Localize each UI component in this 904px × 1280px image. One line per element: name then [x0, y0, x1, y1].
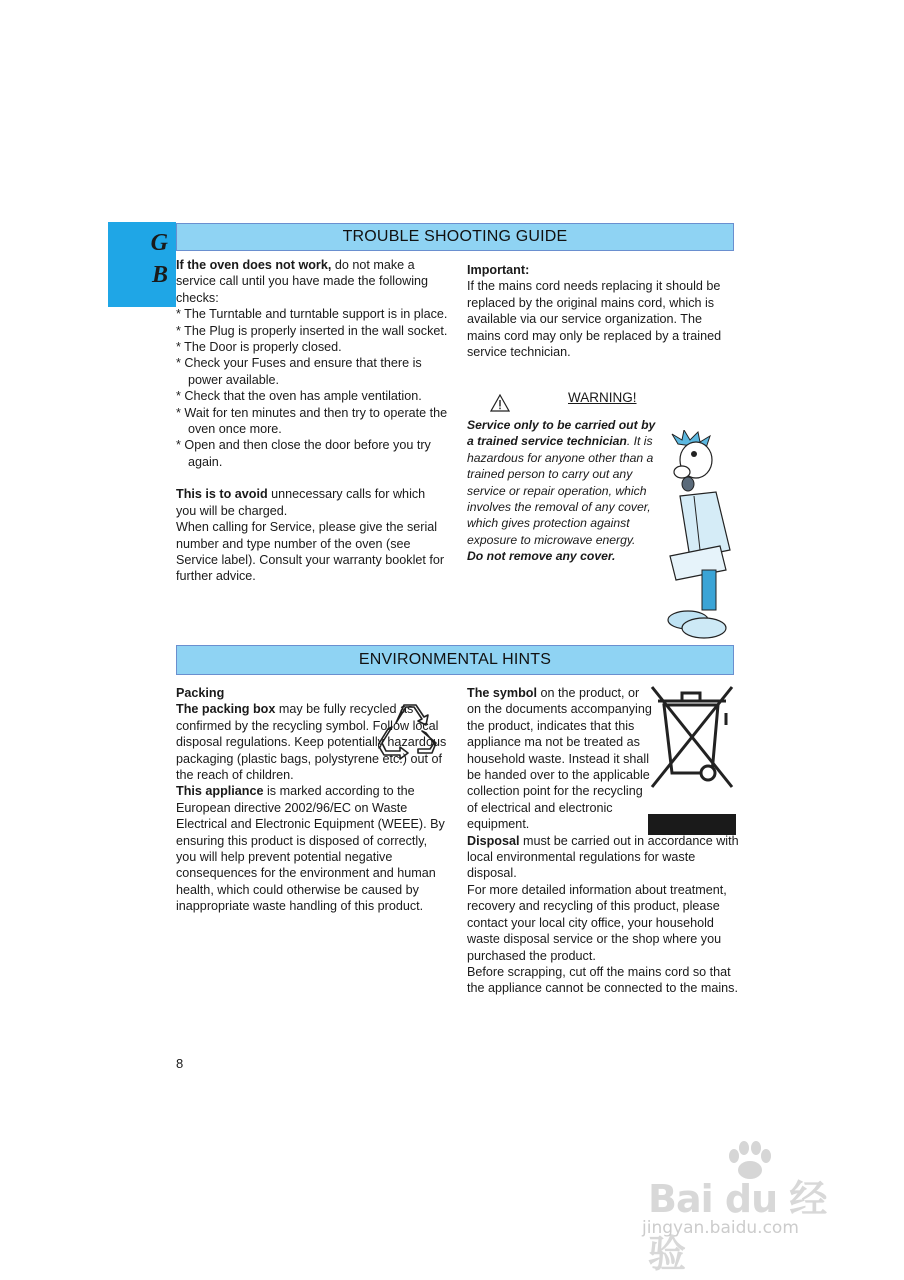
- check-item: * The Door is properly closed.: [176, 340, 342, 355]
- warning-title: WARNING!: [568, 390, 637, 405]
- important-column: [467, 262, 735, 360]
- packing-column: [176, 685, 448, 915]
- technician-illustration: [660, 430, 738, 642]
- troubleshooting-column: [176, 257, 448, 585]
- page-number: 8: [176, 1056, 184, 1071]
- important-text: If the mains cord needs replacing it should be replaced by the original mains cord, which is available via our service organization. The mains cord may only be replaced by a trained service technician.: [467, 279, 722, 360]
- appliance-text: This appliance is marked according to the European directive 2002/96/EC on Waste Electrical and Electronic Equipment (WEEE). By ensuring this product is disposed of correctly, you will help prevent potential negative consequences for the environment and human health, which could otherwise be caused by inappropriate waste handling of this product.: [176, 784, 445, 914]
- watermark-url: jingyan.baidu.com: [642, 1218, 799, 1238]
- environmental-header: [176, 645, 734, 675]
- symbol-text: The symbol on the product, or on the documents accompanying the product, indicates that this appliance ma not be treated as household waste. Instead it shall be handed over to the applicable collection point for the recycling of electrical and electronic equipment.: [467, 686, 652, 832]
- environmental-title: ENVIRONMENTAL HINTS: [358, 651, 552, 668]
- language-letter-g: G: [150, 230, 168, 256]
- check-item: * The Turntable and turntable support is in place.: [176, 307, 448, 322]
- important-heading: Important:: [467, 263, 530, 277]
- check-item: * Open and then close the door before you try again.: [176, 438, 431, 469]
- check-item: * Check your Fuses and ensure that there is power available.: [176, 356, 422, 387]
- check-item: * The Plug is properly inserted in the wall socket.: [176, 323, 448, 338]
- troubleshooting-title: TROUBLE SHOOTING GUIDE: [342, 228, 568, 245]
- avoid-note: This is to avoid unnecessary calls for which you will be charged.: [176, 487, 426, 518]
- packing-box-text: The packing box may be fully recycled as confirmed by the recycling symbol. Follow local disposal regulations. Keep potentially hazardous packaging (plastic bags, polystyrene etc.) out of the reach of children.: [176, 702, 447, 783]
- check-item: * Wait for ten minutes and then try to operate the oven once more.: [176, 405, 448, 437]
- packing-heading: Packing: [176, 686, 225, 700]
- language-tab: [108, 222, 176, 307]
- check-item: * Check that the oven has ample ventilation.: [176, 389, 422, 404]
- warning-text: Service only to be carried out by a trained service technician. It is hazardous for anyone other than a trained person to carry out any service or repair operation, which involves the removal of any cover, which gives protection against exposure to microwave energy. Do not remove any cover.: [467, 417, 659, 565]
- info-text: For more detailed information about treatment, recovery and recycling of this product, please contact your local city office, your household waste disposal service or the shop where you purchased the product.: [467, 882, 727, 963]
- scrap-text: Before scrapping, cut off the mains cord so that the appliance cannot be connected to the mains.: [467, 964, 738, 996]
- warning-closing: Do not remove any cover.: [467, 549, 616, 564]
- troubleshooting-header: [176, 223, 734, 251]
- warning-triangle-icon: [490, 394, 510, 412]
- service-note: When calling for Service, please give the serial number and type number of the oven (see Service label). Consult your warranty booklet for further advice.: [176, 520, 445, 584]
- language-letter-b: B: [151, 262, 168, 288]
- disposal-text: Disposal must be carried out in accordance with local environmental regulations for waste disposal.: [467, 833, 739, 881]
- trouble-intro: If the oven does not work, do not make a service call until you have made the following checks:: [176, 258, 429, 305]
- watermark-logo: Bai du 经验: [648, 1177, 827, 1276]
- disposal-column: [467, 685, 739, 997]
- watermark: [640, 1140, 860, 1276]
